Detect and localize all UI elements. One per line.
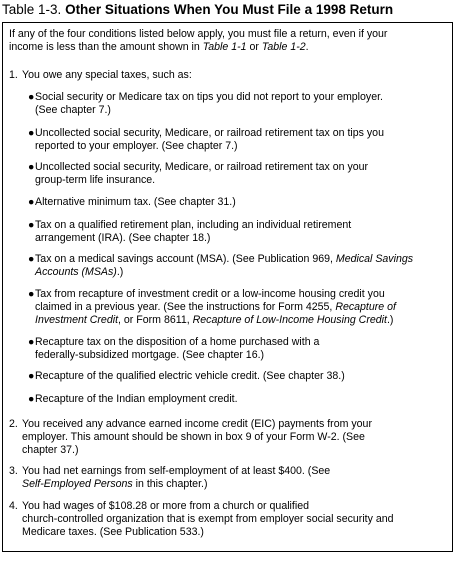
condition-item-2 (9, 418, 439, 457)
bullet-icon: ● (28, 196, 35, 208)
item-number: 1. (9, 69, 18, 81)
list-item: ● Recapture of the qualified electric vehicle credit. (See chapter 38.) (28, 370, 345, 382)
item-text: You received any advance earned income credit (EIC) payments from your employer. This amount should be shown in box 9 of your Form W-2. (See chapter 37.) (22, 418, 372, 456)
item-text: You had wages of $108.28 or more from a church or qualified church-controlled organization that is exempt from employer social security and Medicare taxes. (See Publication 533.) (22, 500, 394, 538)
intro-line: If any of the four conditions listed below apply, you must file a return, even if your (9, 28, 388, 40)
list-item: ● Alternative minimum tax. (See chapter 31.) (28, 196, 236, 208)
bullet-icon: ● (28, 288, 35, 300)
list-item: ● Recapture of the Indian employment credit. (28, 393, 238, 405)
bullet-icon: ● (28, 219, 35, 231)
table-title-text: Other Situations When You Must File a 1998 Return (65, 2, 394, 17)
condition-item-4 (9, 500, 439, 539)
list-item: ● Tax on a medical savings account (MSA). (See Publication 969, Medical Savings Accounts (MSAs).) (28, 253, 414, 278)
table-ref: Table 1-2 (261, 40, 306, 53)
list-item: ● Tax from recapture of investment credit or a low-income housing credit you claimed in a previous year. (See the instructions for Form 4255, Recapture of Investment Credit, or Form 8611, Recapture of Low-Income Housing Credit.) (28, 288, 396, 326)
table-ref: Table 1-1 (202, 40, 247, 53)
item-number: 3. (9, 465, 18, 477)
table-box (2, 22, 453, 552)
bullet-icon: ● (28, 370, 35, 382)
bullet-icon: ● (28, 253, 35, 265)
bullet-icon: ● (28, 127, 35, 139)
bullet-icon: ● (28, 161, 35, 173)
list-item: ● Uncollected social security, Medicare, or railroad retirement tax on your group-term life insurance. (28, 161, 369, 186)
item-number: 4. (9, 500, 18, 512)
list-item: ● Recapture tax on the disposition of a home purchased with a federally-subsidized mortgage. (See chapter 16.) (28, 336, 320, 361)
list-item: ● Social security or Medicare tax on tips you did not report to your employer. (See chapter 7.) (28, 91, 383, 116)
bullet-icon: ● (28, 91, 35, 103)
list-item: ● Uncollected social security, Medicare, or railroad retirement tax on tips you reported to your employer. (See chapter 7.) (28, 127, 384, 152)
item-text: You had net earnings from self-employment of at least $400. (See Self-Employed Persons in this chapter.) (22, 465, 331, 490)
item-number: 2. (9, 418, 18, 430)
list-item: ● Tax on a qualified retirement plan, including an individual retirement arrangement (IRA). (See chapter 18.) (28, 219, 352, 244)
bullet-icon: ● (28, 393, 35, 405)
bullet-icon: ● (28, 336, 35, 348)
condition-item-3 (9, 465, 439, 491)
table-number: Table 1-3. (2, 2, 62, 17)
item-text: You owe any special taxes, such as: (22, 69, 192, 81)
intro-line: income is less than the amount shown in Table 1-1 or Table 1-2. (9, 40, 309, 53)
table-title (2, 2, 393, 18)
condition-item-1 (9, 69, 439, 82)
intro-paragraph (9, 28, 449, 54)
